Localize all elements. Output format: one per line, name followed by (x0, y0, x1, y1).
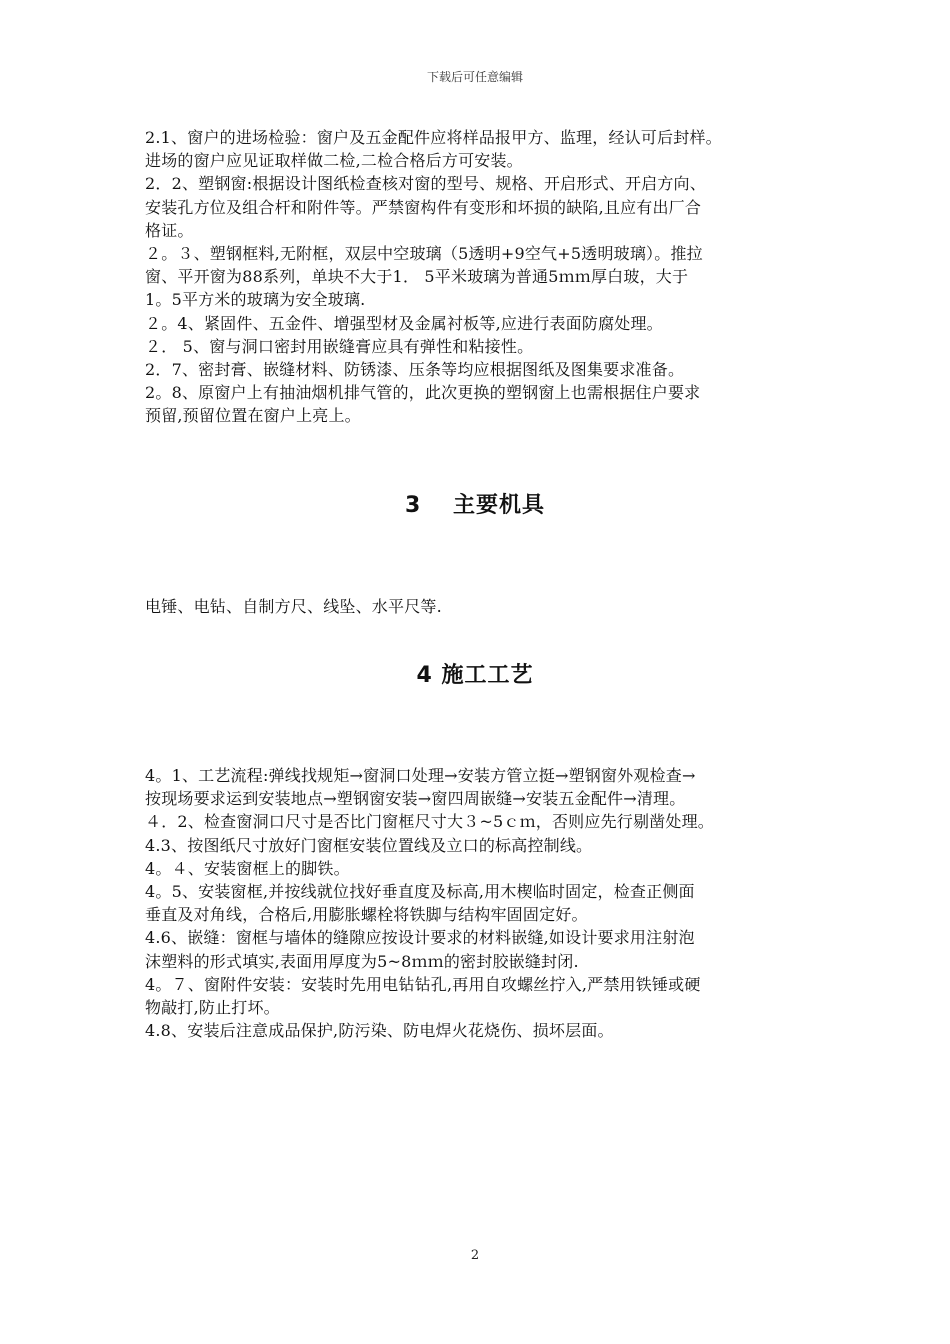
paragraph-line: 4。1、工艺流程:弹线找规矩→窗洞口处理→安装方管立挺→塑钢窗外观检查→ (145, 766, 696, 785)
tools-list-text: 电锤、电钻、自制方尺、线坠、水平尺等. (145, 597, 442, 616)
paragraph-line: 进场的窗户应见证取样做二检,二检合格后方可安装。 (145, 151, 523, 171)
paragraph-line: 预留,预留位置在窗户上亮上。 (145, 406, 361, 426)
paragraph-line: 4.8、安装后注意成品保护,防污染、防电焊火花烧伤、损坏层面。 (145, 1021, 614, 1041)
paragraph-line: 物敲打,防止打坏。 (145, 998, 280, 1018)
paragraph-line: 垂直及对角线，合格后,用膨胀螺栓将铁脚与结构牢固固定好。 (145, 905, 588, 925)
page-number: 2 (470, 1248, 480, 1263)
page-header-note: 下载后可任意编辑 (426, 70, 523, 84)
paragraph-line: ２。３、塑钢框料,无附框，双层中空玻璃（5透明+9空气+5透明玻璃）。推拉 (145, 244, 703, 264)
section-3-heading: 3 主要机具 (405, 493, 545, 518)
paragraph-line: ４．2、检查窗洞口尺寸是否比门窗框尺寸大３~5ｃｍ，否则应先行剔凿处理。 (145, 812, 714, 832)
paragraph-line: 4。７、窗附件安装：安装时先用电钻钻孔,再用自攻螺丝拧入,严禁用铁锤或硬 (145, 974, 701, 994)
paragraph-line: 2。8、原窗户上有抽油烟机排气管的，此次更换的塑钢窗上也需根据住户要求 (145, 383, 701, 403)
section-4-heading: 4 施工工艺 (416, 663, 534, 688)
paragraph-line: 4。４、安装窗框上的脚铁。 (145, 858, 350, 878)
paragraph-line: 2．2、塑钢窗:根据设计图纸检查核对窗的型号、规格、开启形式、开启方向、 (145, 174, 706, 194)
section-2-body (145, 126, 815, 428)
paragraph-line: 2.1、窗户的进场检验：窗户及五金配件应将样品报甲方、监理，经认可后封样。 (145, 128, 722, 147)
paragraph-line: 4.6、嵌缝：窗框与墙体的缝隙应按设计要求的材料嵌缝,如设计要求用注射泡 (145, 928, 695, 948)
section-4-body (145, 764, 815, 1042)
paragraph-line: 安装孔方位及组合杆和附件等。严禁窗构件有变形和坏损的缺陷,且应有出厂合 (145, 197, 702, 217)
paragraph-line: 4。5、安装窗框,并按线就位找好垂直度及标高,用木楔临时固定，检查正侧面 (145, 882, 695, 902)
paragraph-line: 4.3、按图纸尺寸放好门窗框安装位置线及立口的标高控制线。 (145, 835, 593, 855)
paragraph-line: ２。4、紧固件、五金件、增强型材及金属衬板等,应进行表面防腐处理。 (145, 313, 663, 333)
paragraph-line: 2．7、密封膏、嵌缝材料、防锈漆、压条等均应根据图纸及图集要求准备。 (145, 360, 685, 380)
section-3-body (145, 595, 815, 618)
paragraph-line: 1。5平方米的玻璃为安全玻璃. (145, 290, 366, 310)
paragraph-line: ２． 5、窗与洞口密封用嵌缝膏应具有弹性和粘接性。 (145, 336, 534, 356)
paragraph-line: 格证。 (145, 220, 194, 240)
paragraph-line: 窗、平开窗为88系列，单块不大于1． 5平米玻璃为普通5ｍｍ厚白玻，大于 (145, 267, 689, 287)
paragraph-line: 按现场要求运到安装地点→塑钢窗安装→窗四周嵌缝→安装五金配件→清理。 (145, 789, 686, 809)
paragraph-line: 沫塑料的形式填实,表面用厚度为5~8ｍｍ的密封胶嵌缝封闭. (145, 951, 579, 971)
